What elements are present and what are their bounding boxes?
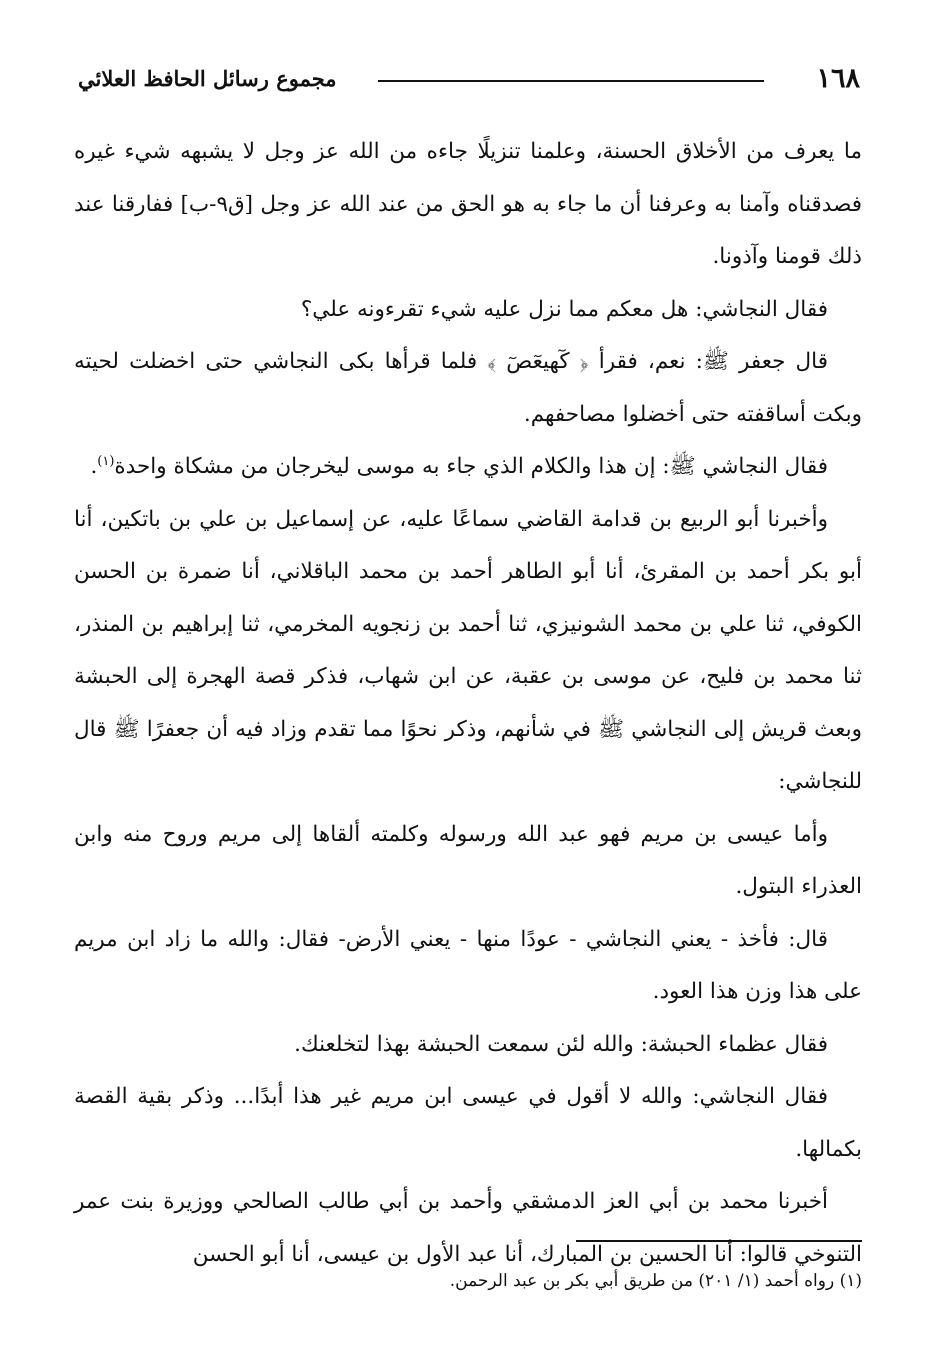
footnote-reference: (١) <box>97 453 115 469</box>
paragraph: قال: فأخذ - يعني النجاشي - عودًا منها - يعني الأرض- فقال: والله ما زاد ابن مريم على هذا وزن هذا العود. <box>74 926 862 1004</box>
paragraph: ما يعرف من الأخلاق الحسنة، وعلمنا تنزيلًا جاءه من الله عز وجل لا يشبهه شيء غيره فصدقناه وآمنا به وعرفنا أن ما جاء به هو الحق من عند الله عز وجل [ق٩-ب] ففارقنا عند ذلك قومنا وآذونا. <box>74 139 862 269</box>
paragraph: وأما عيسى بن مريم فهو عبد الله ورسوله وكلمته ألقاها إلى مريم وروح منه وابن العذراء البتول. <box>74 821 862 899</box>
header-rule <box>378 80 764 82</box>
footnote: (١) رواه أحمد (١/ ٢٠١) من طريق أبي بكر بن عبد الرحمن. <box>449 1271 862 1291</box>
paragraph: فقال عظماء الحبشة: والله لئن سمعت الحبشة بهذا لتخلعنك. <box>294 1031 828 1057</box>
book-title: مجموع رسائل الحافظ العلائي <box>78 66 337 91</box>
page-number: ١٦٨ <box>816 63 860 94</box>
paragraph: أخبرنا محمد بن أبي العز الدمشقي وأحمد بن أبي طالب الصالحي ووزيرة بنت عمر التنوخي قالوا: أنا الحسين بن المبارك، أنا عبد الأول بن عيسى، أنا أبو الحسن <box>74 1189 862 1267</box>
footnote-rule <box>576 1240 862 1242</box>
paragraph-end: . <box>90 454 98 479</box>
paragraph-with-footnote <box>74 441 862 494</box>
paragraph: وأخبرنا أبو الربيع بن قدامة القاضي سماعًا عليه، عن إسماعيل بن علي بن باتكين، أنا أبو بكر أحمد بن المقرئ، أنا أبو الطاهر أحمد بن محمد الباقلاني، أنا ضمرة بن الحسن الكوفي، ثنا علي بن محمد الشونيزي، ثنا أحمد بن زنجويه المخرمي، ثنا إبراهيم بن المنذر، ثنا محمد بن فليح، عن موسى بن عقبة، عن ابن شهاب، فذكر قصة الهجرة إلى الحبشة وبعث قريش إلى النجاشي ﷺ في شأنهم، وذكر نحوًا مما تقدم وزاد فيه أن جعفرًا ﷺ قال للنجاشي: <box>74 506 862 794</box>
running-header <box>78 62 860 98</box>
main-text <box>74 126 862 1281</box>
paragraph: فقال النجاشي: والله لا أقول في عيسى ابن مريم غير هذا أبدًا... وذكر بقية القصة بكمالها. <box>74 1084 862 1162</box>
paragraph: قال جعفر ﷺ: نعم، فقرأ ﴿ كٓهيعٓصٓ ﴾ فلما قرأها بكى النجاشي حتى اخضلت لحيته وبكت أساقفته حتى أخضلوا مصاحفهم. <box>74 349 862 427</box>
paragraph-text: فقال النجاشي ﷺ: إن هذا والكلام الذي جاء به موسى ليخرجان من مشكاة واحدة <box>114 454 828 479</box>
paragraph: فقال النجاشي: هل معكم مما نزل عليه شيء تقرءونه علي؟ <box>300 296 828 322</box>
